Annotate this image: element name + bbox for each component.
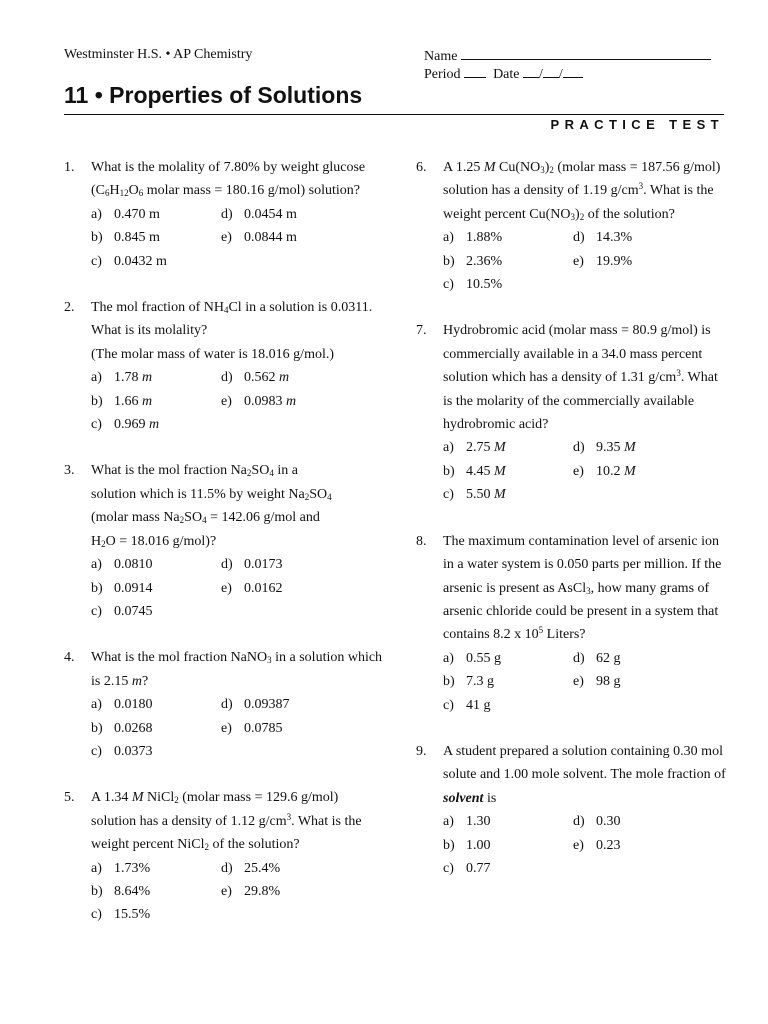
answer-choice[interactable]: c) 0.969 m [91, 417, 160, 433]
answer-choice[interactable]: d) 0.562 m [221, 370, 290, 386]
answer-choice[interactable]: b) 0.0268 [91, 720, 153, 736]
question-text: What is the mol fraction NaNO$_3$ in a solution which is 2.15 m? [91, 650, 383, 689]
answer-choice[interactable]: d) 0.0173 [221, 557, 283, 573]
answer-choice[interactable]: d) 0.0454 m [221, 206, 297, 222]
question-number: 8. [416, 533, 427, 549]
question-text: What is the mol fraction $Na_2SO_4$ in a solution which is 11.5% by weight $Na_2SO_4$ (molar mass $Na_2SO_4 = 142.06$ g/mol and $H_2O = 18.016$ g/mol)? [91, 463, 332, 549]
answer-choice[interactable]: e) 19.9% [573, 253, 633, 269]
answer-choice[interactable]: a) 2.75 M [443, 440, 506, 456]
question-8 [416, 530, 726, 717]
answer-choice[interactable]: c) 0.0432 m [91, 253, 167, 269]
date-month-field[interactable] [523, 65, 539, 78]
page-title: 11 • Properties of Solutions [64, 82, 363, 108]
left-column [64, 156, 384, 950]
answer-choice[interactable]: b) 2.36% [443, 253, 503, 269]
answer-choice[interactable]: b) 8.64% [91, 883, 151, 899]
answer-choice[interactable]: d) 9.35 M [573, 440, 636, 456]
answer-choice[interactable]: c) 15.5% [91, 907, 151, 923]
question-number: 5. [64, 790, 75, 806]
answer-choice[interactable]: a) 1.73% [91, 860, 151, 876]
date-day-field[interactable] [543, 65, 559, 78]
period-field[interactable] [464, 65, 486, 78]
course-header: Westminster H.S. • AP Chemistry [64, 47, 253, 62]
answer-choice[interactable]: e) 0.23 [573, 837, 621, 853]
answer-choice[interactable]: a) 0.0180 [91, 697, 153, 713]
answer-choice[interactable]: b) 0.0914 [91, 580, 153, 596]
date-separator: / [558, 67, 563, 82]
answer-choice[interactable]: e) 0.0844 m [221, 230, 297, 246]
answer-choice[interactable]: d) 0.30 [573, 814, 621, 830]
period-label: Period [424, 67, 461, 82]
student-info [424, 47, 711, 83]
answer-choice[interactable]: e) 10.2 M [573, 463, 636, 479]
answer-choice[interactable]: e) 0.0785 [221, 720, 283, 736]
question-text: A 1.34 M NiCl$_2$ (molar mass = 129.6 g/mol) solution has a density of 1.12 $g/cm^3$. What is the weight percent NiCl$_2$ of the solution? [91, 790, 362, 853]
question-9 [416, 740, 726, 880]
answer-choice[interactable]: b) 4.45 M [443, 463, 506, 479]
question-6 [416, 156, 726, 296]
answer-choice[interactable]: a) 0.470 m [91, 206, 160, 222]
answer-choice[interactable]: b) 1.00 [443, 837, 491, 853]
answer-choice[interactable]: a) 1.78 m [91, 370, 153, 386]
practice-test-banner: PRACTICE TEST [550, 117, 724, 132]
question-number: 7. [416, 323, 427, 339]
question-text: A student prepared a solution containing 0.30 mol solute and 1.00 mole solvent. The mole fraction of solvent is [443, 743, 726, 806]
question-3 [64, 459, 384, 623]
date-year-field[interactable] [563, 65, 583, 78]
right-column [416, 156, 726, 903]
question-text: What is the molality of 7.80% by weight glucose ($C_6H_{12}O_6$ molar mass = 180.16 g/mol) solution? [91, 160, 366, 199]
date-label: Date [493, 67, 520, 82]
name-label: Name [424, 49, 458, 64]
question-7 [416, 319, 726, 506]
answer-choice[interactable]: d) 25.4% [221, 860, 281, 876]
answer-choice[interactable]: c) 0.77 [443, 860, 491, 876]
answer-choice[interactable]: c) 0.0745 [91, 603, 153, 619]
answer-choice[interactable]: e) 0.0162 [221, 580, 283, 596]
period-date-row [424, 65, 711, 83]
name-row [424, 47, 711, 65]
answer-choice[interactable]: c) 41 g [443, 697, 491, 713]
question-number: 3. [64, 463, 75, 479]
question-number: 4. [64, 650, 75, 666]
question-number: 6. [416, 160, 427, 175]
answer-choice[interactable]: a) 0.55 g [443, 650, 501, 666]
question-number: 9. [416, 743, 427, 759]
question-5 [64, 786, 384, 926]
question-text: The maximum contamination level of arsenic ion in a water system is 0.050 parts per million. If the arsenic is present as AsCl$_3$, how many grams of arsenic chloride could be present in a system that contains 8.2 x $10^5$ Liters? [443, 533, 722, 643]
answer-choice[interactable]: c) 5.50 M [443, 487, 506, 503]
question-number: 1. [64, 160, 75, 175]
answer-choice[interactable]: c) 10.5% [443, 277, 503, 293]
question-number: 2. [64, 300, 75, 316]
answer-choice[interactable]: b) 7.3 g [443, 674, 494, 690]
answer-choice[interactable]: d) 62 g [573, 650, 621, 666]
answer-choice[interactable]: e) 0.0983 m [221, 393, 297, 409]
answer-choice[interactable]: a) 0.0810 [91, 557, 153, 573]
question-text: A 1.25 M $Cu(NO_3)_2$ (molar mass = 187.56 g/mol) solution has a density of 1.19 $g/cm^3$. What is the weight percent $Cu(NO_3)_2$ of the solution? [443, 160, 721, 222]
answer-choice[interactable]: e) 29.8% [221, 883, 281, 899]
answer-choice[interactable]: d) 0.09387 [221, 697, 290, 713]
question-4 [64, 646, 384, 763]
answer-choice[interactable]: e) 98 g [573, 674, 621, 690]
answer-choice[interactable]: a) 1.88% [443, 230, 503, 246]
question-text: Hydrobromic acid (molar mass = 80.9 g/mol) is commercially available in a 34.0 mass percent solution which has a density of 1.31 $g/cm^3$. What is the molarity of the commercially available hydrobromic acid? [443, 323, 718, 433]
question-1 [64, 156, 384, 273]
answer-choice[interactable]: b) 0.845 m [91, 230, 160, 246]
answer-choice[interactable]: b) 1.66 m [91, 393, 153, 409]
title-rule [64, 114, 724, 115]
answer-choice[interactable]: d) 14.3% [573, 230, 633, 246]
answer-choice[interactable]: a) 1.30 [443, 814, 491, 830]
question-2 [64, 296, 384, 436]
date-separator: / [539, 67, 543, 82]
question-text: The mol fraction of $NH_4Cl$ in a solution is 0.0311. What is its molality? (The molar mass of water is 18.016 g/mol.) [91, 300, 373, 362]
answer-choice[interactable]: c) 0.0373 [91, 743, 153, 759]
name-field[interactable] [461, 47, 711, 60]
